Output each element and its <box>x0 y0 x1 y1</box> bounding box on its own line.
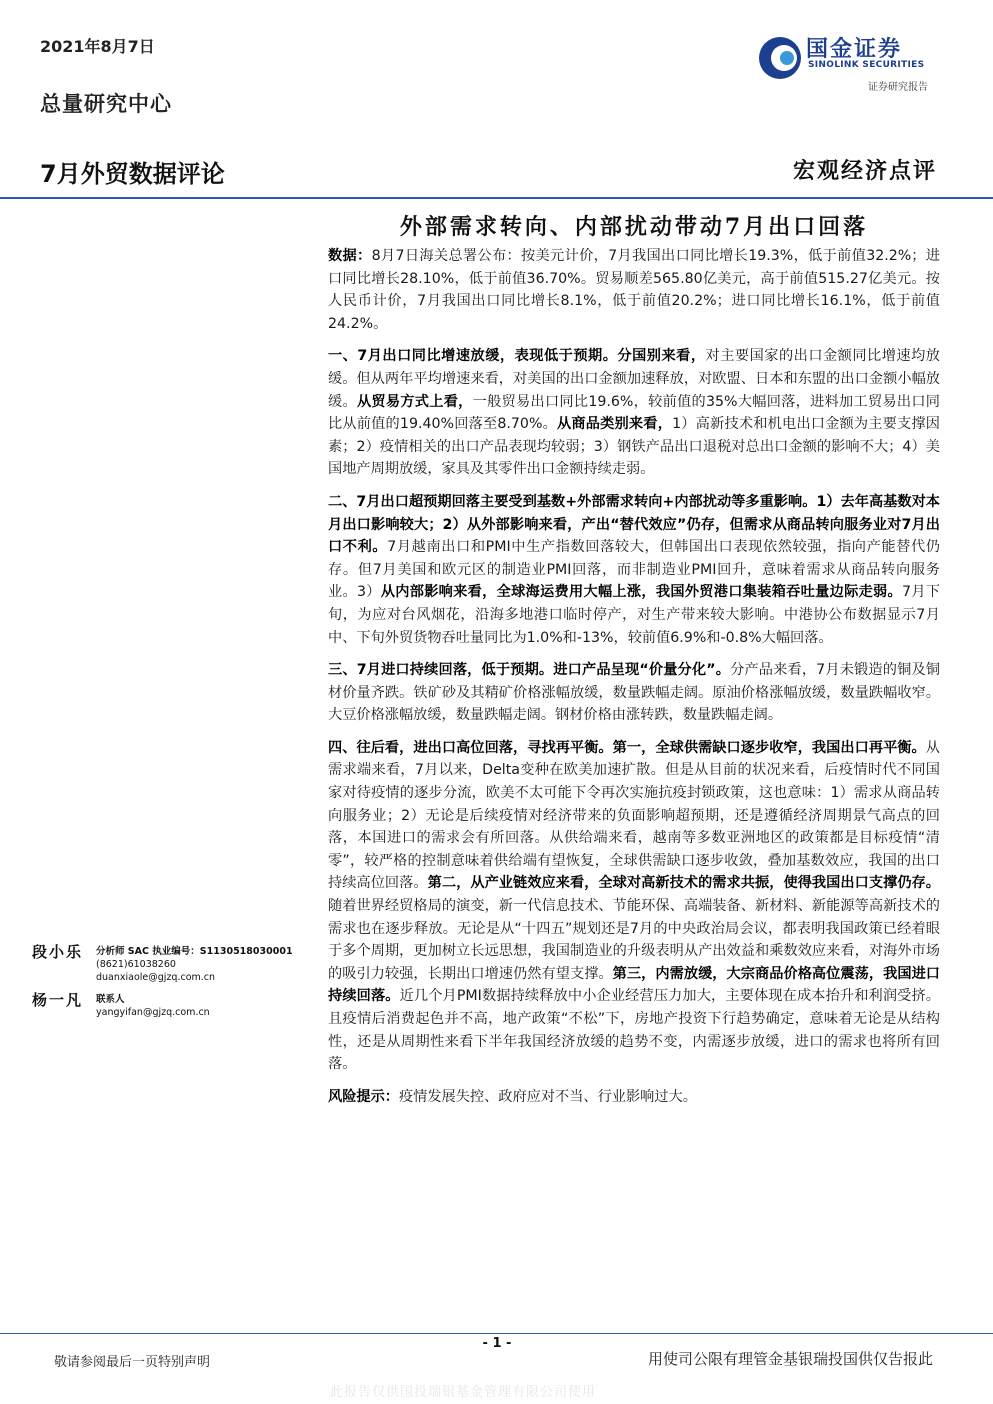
text-run: 7月越南出口和PMI中生产指数回落较大，但韩国出口表现依然较强，指向产能替代仍存。但7月美国和欧元区的制造业PMI回落，而非制造业PMI回升，意味着需求从商品转向服务业。3） <box>328 539 940 601</box>
body-paragraph <box>328 659 940 727</box>
body-paragraph <box>328 345 940 481</box>
page-number: - 1 - <box>482 1336 512 1351</box>
contact-role: 联系人 <box>96 994 125 1005</box>
body-paragraph <box>328 1086 940 1109</box>
bold-run: 数据： <box>328 248 372 264</box>
header-divider <box>0 197 993 199</box>
department-name: 总量研究中心 <box>40 91 172 116</box>
contact-email[interactable]: yangyifan@gjzq.com.cn <box>96 1007 210 1018</box>
footer-note: 用使司公限有理管金基银瑞投国供仅告报此 <box>647 1350 933 1368</box>
text-run: 8月7日海关总署公布：按美元计价，7月我国出口同比增长19.3%，低于前值32.2%；进口同比增长28.10%，低于前值36.70%。贸易顺差565.80亿美元，高于前值515.27亿美元。按人民币计价，7月我国出口同比增长8.1%，低于前值20.2%；进口同比增长16.1%，低于前值24.2%。 <box>328 248 940 332</box>
bold-run: 二、7月出口超预期回落主要受到基数+外部需求转向+内部扰动等多重影响。1）去年高基数对本月出口影响较大；2）从外部影响来看，产出“替代效应”仍存，但需求从商品转向服务业对7月出口不利。 <box>328 493 940 556</box>
sinolink-logo-icon <box>756 34 804 82</box>
contact-info <box>96 993 210 1019</box>
watermark: 此报告仅供国投瑞银基金管理有限公司使用 <box>330 1385 597 1400</box>
text-run: 疫情发展失控、政府应对不当、行业影响过大。 <box>398 1088 697 1105</box>
bold-run: 从商品类别来看， <box>557 416 673 433</box>
analyst-phone: (8621)61038260 <box>96 959 176 970</box>
report-body <box>328 245 940 1118</box>
report-type: 宏观经济点评 <box>792 158 937 184</box>
bold-run: 四、往后看，进出口高位回落，寻找再平衡。第一，全球供需缺口逐步收窄，我国出口再平衡。 <box>328 739 926 756</box>
body-paragraph <box>328 245 940 335</box>
text-run: 一般贸易出口同比19.6%，较前值的35%大幅回落，进料加工贸易出口同比从前值的19.40%回落至8.70%。 <box>328 393 940 433</box>
disclaimer-note: 敬请参阅最后一页特别声明 <box>54 1355 211 1370</box>
text-run: 近几个月PMI数据持续释放中小企业经营压力加大，主要体现在成本抬升和利润受挤。且疫情后消费起色并不高，地产政策“不松”下，房地产投资下行趋势确定，意味着无论是从结构性，还是从周期性来看下半年我国经济放缓的趋势不变，内需逐步放缓，进口的需求也将所有回落。 <box>328 988 940 1073</box>
logo-subtitle: 证券研究报告 <box>868 82 928 93</box>
text-run: 分产品来看，7月未锻造的铜及铜材价量齐跌。铁矿砂及其精矿价格涨幅放缓，数量跌幅走阔。原油价格涨幅放缓，数量跌幅收窄。大豆价格涨幅放缓，数量跌幅走阔。钢材价格由涨转跌，数量跌幅走阔。 <box>328 662 940 724</box>
text-run: 7月下旬，为应对台风烟花，沿海多地港口临时停产，对生产带来较大影响。中港协公布数据显示7月中、下旬外贸货物吞吐量同比为1.0%和-13%，较前值6.9%和-0.8%大幅回落。 <box>328 584 941 646</box>
logo-name-cn: 国金证券 <box>806 37 903 62</box>
bold-run: 三、7月进口持续回落，低于预期。进口产品呈现“价量分化”。 <box>328 662 731 679</box>
report-date: 2021年8月7日 <box>40 37 155 56</box>
bold-run: 从内部影响来看，全球海运费用大幅上涨，我国外贸港口集装箱吞吐量边际走弱。 <box>380 584 903 601</box>
bold-run: 一、7月出口同比增速放缓，表现低于预期。分国别来看， <box>328 348 706 365</box>
bold-run: 第三，内需放缓，大宗商品价格高位震荡，我国进口持续回落。 <box>328 965 940 1005</box>
logo-name-en: SINOLINK SECURITIES <box>808 60 925 70</box>
bold-run: 第二，从产业链效应来看，全球对高新技术的需求共振，使得我国出口支撑仍存。 <box>427 875 940 892</box>
analyst-info <box>96 945 293 984</box>
analyst-role: 分析师 SAC 执业编号：S1130518030001 <box>96 946 293 957</box>
text-run: 1）高新技术和机电出口金额为主要支撑因素；2）疫情相关的出口产品表现均较弱；3）钢铁产品出口退税对总出口金额的影响不大；4）美国地产周期放缓，家具及其零件出口金额持续走弱。 <box>328 416 940 478</box>
body-paragraph <box>328 491 940 649</box>
report-title: 7月外贸数据评论 <box>40 160 225 188</box>
bold-run: 从贸易方式上看， <box>356 393 473 410</box>
body-paragraph <box>328 737 940 1076</box>
headline: 外部需求转向、内部扰动带动7月出口回落 <box>399 214 869 240</box>
text-run: 对主要国家的出口金额同比增速均放缓。但从两年平均增速来看，对美国的出口金额加速释放，对欧盟、日本和东盟的出口金额小幅放缓。 <box>328 348 940 410</box>
text-run: 随着世界经贸格局的演变，新一代信息技术、节能环保、高端装备、新材料、新能源等高新技术的需求也在逐步释放。无论是从“十四五”规划还是7月的中央政治局会议，都表明我国政策已经着眼于多个周期，更加树立长远思想，我国制造业的升级表明从产出效益和乘数效应来看，对海外市场的吸引力较强，长期出口增速仍然有望支撑。 <box>328 898 940 982</box>
bold-run: 风险提示： <box>328 1088 399 1105</box>
text-run: 从需求端来看，7月以来，Delta变种在欧美加速扩散。但是从目前的状况来看，后疫情时代不同国家对待疫情的逐步分流，欧美不太可能下令再次实施抗疫封锁政策，这也意味：1）需求从商品转向服务业；2）无论是后续疫情对经济带来的负面影响超预期，还是遵循经济周期景气高点的回落，本国进口的需求会有所回落。从供给端来看，越南等多数亚洲地区的政策都是目标疫情“清零”，较严格的控制意味着供给端有望恢复，全球供需缺口逐步收敛，叠加基数效应，我国的出口持续高位回落。 <box>328 739 940 892</box>
analyst-email[interactable]: duanxiaole@gjzq.com.cn <box>96 972 216 983</box>
contact-name: 杨一凡 <box>32 991 84 1009</box>
footer-divider <box>0 1333 993 1334</box>
analyst-name: 段小乐 <box>32 943 84 961</box>
